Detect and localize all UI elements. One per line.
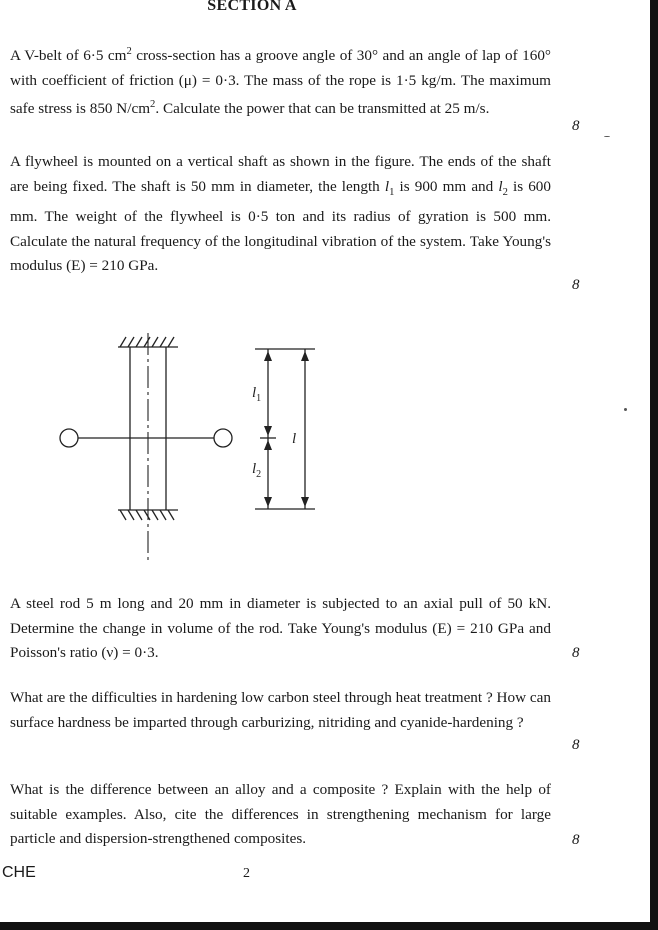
question-2: A flywheel is mounted on a vertical shaft as shown in the figure. The ends of the shaft are being fixed. The shaft is 50 mm in diameter, the length $l_1$ is 900 mm and $l_2$ is 600 mm. The weight of the flywheel is 0·5 ton and its radius of gyration is 500 mm. Calculate the natural frequency of the longitudinal vibration of the system. Take Young's modulus (E) = 210 GPa. (10, 153, 551, 275)
question-5: What is the difference between an alloy and a composite ? Explain with the help of suitable examples. Also, cite the differences in strengthening mechanism for large particle and dispersion-strengthened composites. (10, 781, 551, 848)
question-1-marks: 8 (572, 118, 580, 134)
arrow-l2-top (264, 440, 272, 450)
arrow-l2-bottom (264, 497, 272, 507)
top-hatching (120, 337, 174, 347)
question-3: A steel rod 5 m long and 20 mm in diameter is subjected to an axial pull of 50 kN. Determine the change in volume of the rod. Take Young's modulus (E) = 210 GPa and Poisson's ratio (ν) = 0·3. (10, 595, 551, 662)
flywheel-shaft-figure (40, 325, 340, 565)
paper-code: CHE (2, 864, 36, 881)
scan-speck (604, 136, 610, 137)
question-3-marks: 8 (572, 645, 580, 661)
arrow-l1-top (264, 351, 272, 361)
label-l: l (292, 431, 297, 447)
page-number: 2 (243, 866, 250, 881)
question-4-marks: 8 (572, 737, 580, 753)
label-l1: $l_1$ (252, 385, 262, 404)
scan-edge-right (650, 0, 658, 930)
arrow-l-bottom (301, 497, 309, 507)
scan-edge-bottom (0, 922, 658, 930)
flywheel-left-mass (60, 429, 78, 447)
bottom-hatching (120, 510, 174, 520)
label-l2: $l_2$ (252, 461, 262, 480)
arrow-l-top (301, 351, 309, 361)
question-2-marks: 8 (572, 277, 580, 293)
flywheel-right-mass (214, 429, 232, 447)
section-title: SECTION A (207, 0, 297, 14)
question-4: What are the difficulties in hardening low carbon steel through heat treatment ? How can surface hardness be imparted through carburizing, nitriding and cyanide-hardening ? (10, 689, 551, 731)
scan-speck (624, 408, 627, 411)
question-1: A V-belt of 6·5 $cm^2$ cross-section has a groove angle of 30° and an angle of lap of 160° with coefficient of friction (μ) = 0·3. The mass of the rope is 1·5 kg/m. The maximum safe stress is 850 $N/cm^2$. Calculate the power that can be transmitted at 25 m/s. (10, 46, 551, 118)
arrow-l1-bottom (264, 426, 272, 436)
question-5-marks: 8 (572, 832, 580, 848)
